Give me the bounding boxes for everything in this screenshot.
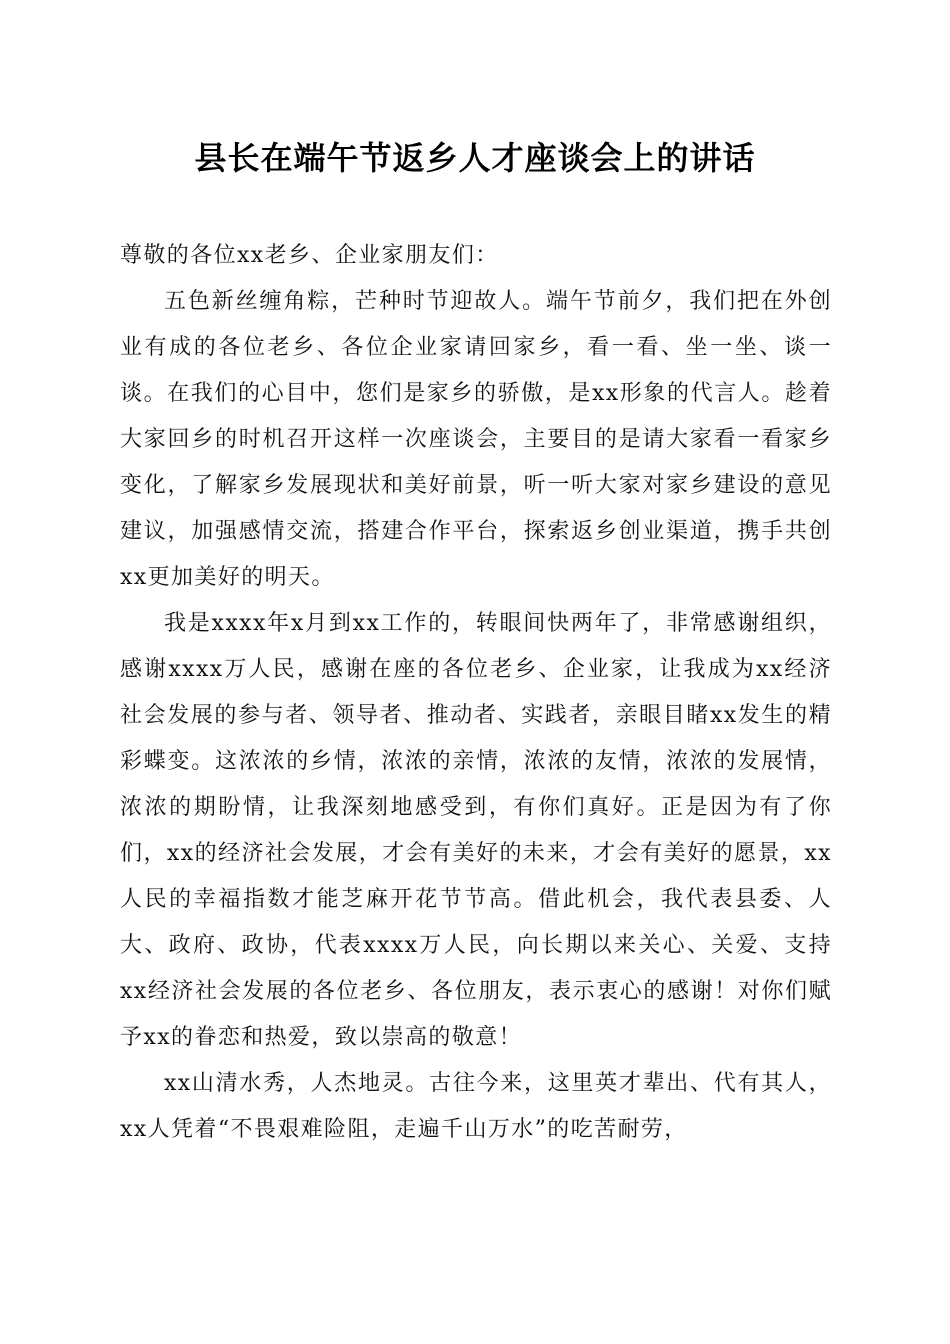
document-title: 县长在端午节返乡人才座谈会上的讲话 [194,139,756,177]
paragraph: 我是xxxx年x月到xx工作的，转眼间快两年了，非常感谢组织，感谢xxxx万人民，感谢在座的各位老乡、企业家，让我成为xx经济社会发展的参与者、领导者、推动者、实践者，亲眼目睹xx发生的精彩蝶变。这浓浓的乡情，浓浓的亲情，浓浓的友情，浓浓的发展情，浓浓的期盼情，让我深刻地感受到，有你们真好。正是因为有了你们，xx的经济社会发展，才会有美好的未来，才会有美好的愿景，xx人民的幸福指数才能芝麻开花节节高。借此机会，我代表县委、人大、政府、政协，代表xxxx万人民，向长期以来关心、关爱、支持xx经济社会发展的各位老乡、各位朋友，表示衷心的感谢！对你们赋予xx的眷恋和热爱，致以崇高的敬意！ [120,611,832,1050]
document-body [120,233,832,1153]
paragraph: 五色新丝缠角粽，芒种时节迎故人。端午节前夕，我们把在外创业有成的各位老乡、各位企业家请回家乡，看一看、坐一坐、谈一谈。在我们的心目中，您们是家乡的骄傲，是xx形象的代言人。趁着大家回乡的时机召开这样一次座谈会，主要目的是请大家看一看家乡变化，了解家乡发展现状和美好前景，听一听大家对家乡建设的意见建议，加强感情交流，搭建合作平台，探索返乡创业渠道，携手共创xx更加美好的明天。 [120,289,832,590]
paragraph: xx山清水秀，人杰地灵。古往今来，这里英才辈出、代有其人，xx人凭着“不畏艰难险阻，走遍千山万水”的吃苦耐劳， [120,1071,832,1142]
salutation: 尊敬的各位xx老乡、企业家朋友们： [120,243,499,268]
